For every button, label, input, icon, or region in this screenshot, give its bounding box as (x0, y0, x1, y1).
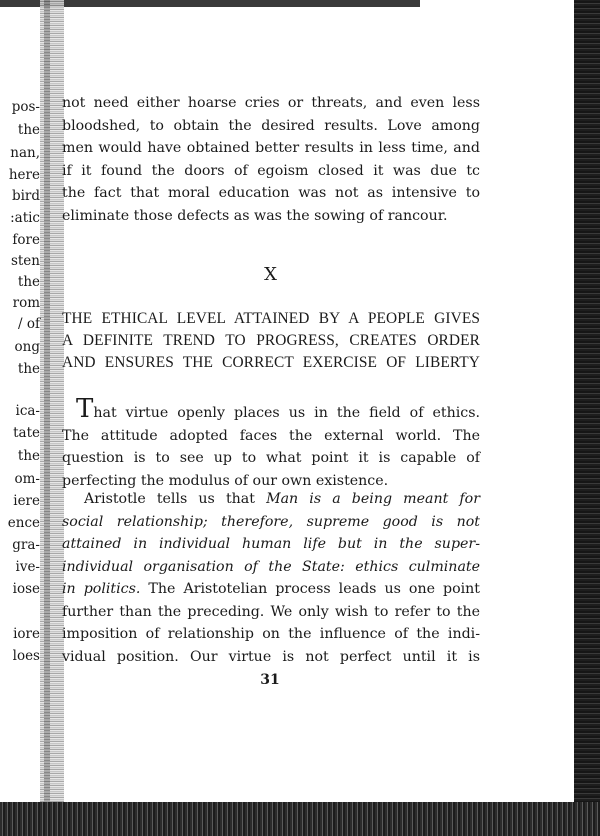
drop-cap: T (76, 394, 94, 424)
fragment: ive- (15, 559, 40, 575)
heading-line: A DEFINITE TREND TO PROGRESS, CREATES ORDER (62, 332, 480, 349)
fragment: the (17, 274, 40, 290)
heading-line: THE ETHICAL LEVEL ATTAINED BY A PEOPLE GIVES (62, 310, 480, 327)
page-number: 31 (260, 672, 280, 688)
fragment: the (17, 448, 40, 464)
fragment: tate (13, 425, 40, 441)
text-line (62, 556, 480, 579)
opening-paragraph (62, 92, 480, 227)
fragment: ong (14, 339, 40, 355)
quote-text: attained in individual human life but in the super- (62, 536, 480, 552)
paragraph-1 (62, 394, 480, 492)
fragment: the (17, 122, 40, 138)
line-text: hat virtue openly places us in the field of ethics. (93, 405, 480, 421)
quote-text: social relationship; therefore, supreme good is not (62, 513, 480, 530)
fragment: nan, (10, 145, 40, 161)
chapter-heading (62, 308, 480, 374)
fragment: fore (12, 232, 40, 248)
text-line: if it found the doors of egoism closed it was due tc (62, 162, 480, 179)
fragment: iose (12, 581, 40, 597)
fragment: iere (13, 493, 40, 509)
fragment: here (8, 167, 40, 183)
line-text: Aristotle tells us that (84, 491, 267, 507)
text-line (62, 394, 480, 425)
fragment: ica- (15, 403, 40, 419)
paragraph-2 (62, 488, 480, 668)
fragment: bird (11, 188, 40, 204)
text-line: bloodshed, to obtain the desired results. Love among (62, 117, 480, 134)
quote-text: Man is a being meant for (266, 491, 480, 507)
scan-edge-bottom (0, 802, 600, 836)
text-line: the fact that moral education was not as intensive to (62, 185, 480, 201)
fragment: the (17, 361, 40, 377)
fragment: iore (13, 626, 40, 642)
text-line: not need either hoarse cries or threats, and even less (62, 95, 480, 111)
fragment: gra- (12, 537, 40, 553)
line-text: The Aristotelian process leads us one point (140, 581, 481, 597)
text-line: question is to see up to what point it is capable of (62, 450, 480, 466)
fragment: / of (18, 316, 40, 332)
text-line: eliminate those defects as was the sowing of rancour. (62, 207, 448, 224)
quote-text: in politics. (62, 581, 141, 597)
text-line: imposition of relationship on the influence of the indi- (62, 626, 480, 642)
fragment: loes (12, 648, 40, 664)
text-line: The attitude adopted faces the external world. The (62, 427, 480, 444)
heading-line: AND ENSURES THE CORRECT EXERCISE OF LIBERTY (62, 354, 480, 371)
text-line: further than the preceding. We only wish to refer to the (62, 603, 480, 620)
text-line (62, 511, 480, 534)
text-line (62, 533, 480, 556)
fragment: :atic (10, 210, 40, 226)
text-line (62, 488, 480, 511)
chapter-number: X (264, 264, 278, 285)
text-line (62, 578, 480, 601)
fragment: ence (7, 515, 40, 531)
book-spine-gutter (40, 0, 64, 836)
quote-text: individual organisation of the State: ethics culminate (62, 558, 480, 575)
fragment: pos- (11, 99, 40, 115)
fragment: om- (14, 471, 40, 487)
scan-edge-right (574, 0, 600, 836)
fragment: rom (12, 295, 40, 311)
text-line: perfecting the modulus of our own existence. (62, 472, 389, 489)
text-line: vidual position. Our virtue is not perfect until it is (62, 648, 480, 665)
text-line: men would have obtained better results in less time, and (62, 140, 480, 156)
fragment: sten (10, 253, 40, 269)
